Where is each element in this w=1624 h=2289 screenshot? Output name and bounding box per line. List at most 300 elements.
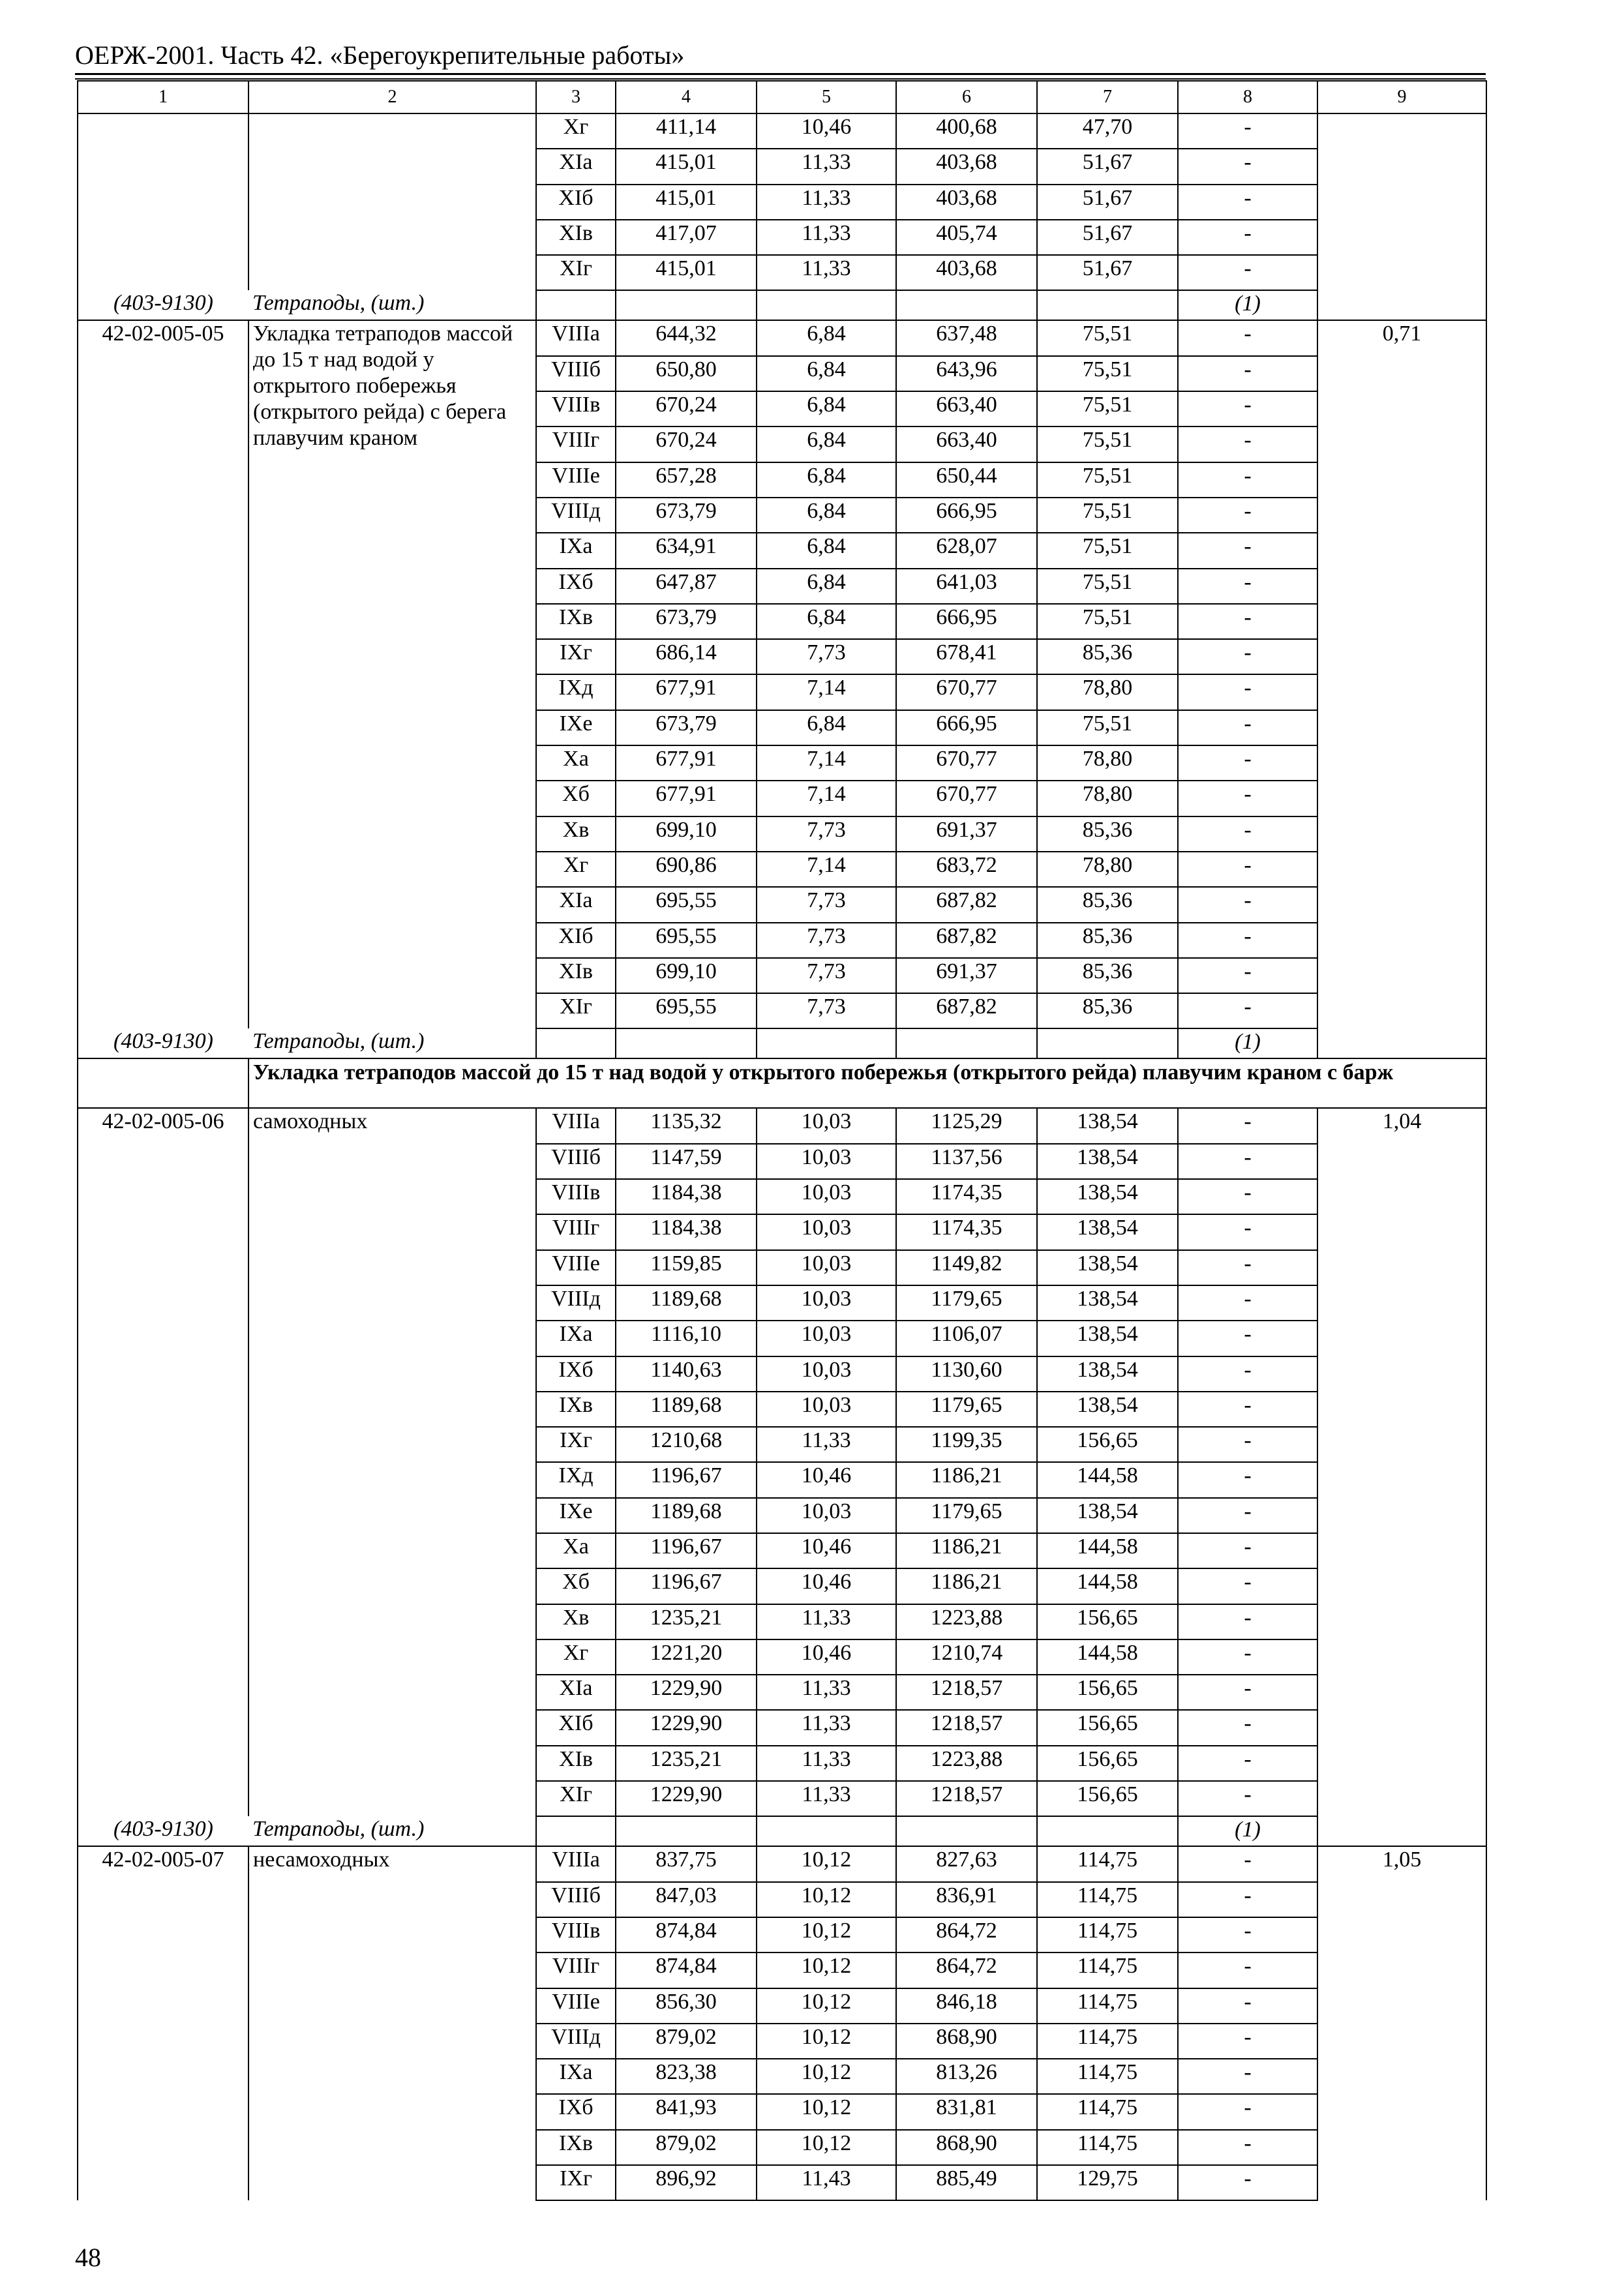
machine-cost: 1174,35 <box>896 1179 1037 1214</box>
materials: - <box>1178 1427 1317 1462</box>
direct-cost: 695,55 <box>616 923 757 958</box>
materials: - <box>1178 1781 1317 1816</box>
empty-cell <box>616 290 757 320</box>
driver-wages: 75,51 <box>1037 710 1178 745</box>
driver-wages: 156,65 <box>1037 1781 1178 1816</box>
driver-wages: 75,51 <box>1037 391 1178 426</box>
machine-cost: 405,74 <box>896 220 1037 255</box>
direct-cost: 1184,38 <box>616 1179 757 1214</box>
rate-code: 42-02-005-07 <box>78 1846 248 2200</box>
driver-wages: 138,54 <box>1037 1144 1178 1179</box>
work-description: самоходных <box>248 1108 536 1816</box>
materials: - <box>1178 639 1317 674</box>
machine-cost: 691,37 <box>896 958 1037 993</box>
soil-group: VIIIд <box>536 1285 616 1321</box>
machine-cost: 670,77 <box>896 674 1037 710</box>
materials: - <box>1178 1356 1317 1392</box>
machine-cost: 637,48 <box>896 320 1037 355</box>
machine-cost: 836,91 <box>896 1882 1037 1917</box>
page-header: ОЕРЖ-2001. Часть 42. «Берегоукрепительные работы» <box>75 40 685 70</box>
soil-group: IХа <box>536 2059 616 2094</box>
machine-cost: 666,95 <box>896 604 1037 639</box>
wages: 10,12 <box>757 2059 896 2094</box>
column-number: 3 <box>536 81 616 113</box>
direct-cost: 677,91 <box>616 745 757 781</box>
soil-group: ХIг <box>536 255 616 290</box>
resource-name: Тетраподы, (шт.) <box>248 1816 536 1846</box>
materials: - <box>1178 923 1317 958</box>
soil-group: IХд <box>536 674 616 710</box>
wages: 7,73 <box>757 923 896 958</box>
materials: - <box>1178 1214 1317 1249</box>
soil-group: VIIIб <box>536 356 616 391</box>
materials: - <box>1178 2094 1317 2129</box>
machine-cost: 831,81 <box>896 2094 1037 2129</box>
wages: 10,03 <box>757 1498 896 1533</box>
column-number: 8 <box>1178 81 1317 113</box>
wages: 11,33 <box>757 255 896 290</box>
machine-cost: 663,40 <box>896 391 1037 426</box>
direct-cost: 673,79 <box>616 710 757 745</box>
materials: - <box>1178 1882 1317 1917</box>
empty-cell <box>1037 1028 1178 1058</box>
soil-group: IХг <box>536 1427 616 1462</box>
direct-cost: 1229,90 <box>616 1781 757 1816</box>
soil-group: VIIIг <box>536 426 616 462</box>
table-body <box>78 81 1486 2200</box>
materials: - <box>1178 320 1317 355</box>
header-rule <box>75 73 1486 75</box>
machine-cost: 1186,21 <box>896 1462 1037 1497</box>
empty-cell <box>616 1028 757 1058</box>
machine-cost: 1137,56 <box>896 1144 1037 1179</box>
direct-cost: 673,79 <box>616 604 757 639</box>
driver-wages: 144,58 <box>1037 1533 1178 1568</box>
driver-wages: 138,54 <box>1037 1179 1178 1214</box>
soil-group: IХб <box>536 2094 616 2129</box>
direct-cost: 644,32 <box>616 320 757 355</box>
direct-cost: 1116,10 <box>616 1321 757 1356</box>
direct-cost: 1135,32 <box>616 1108 757 1143</box>
wages: 10,03 <box>757 1108 896 1143</box>
machine-cost: 641,03 <box>896 569 1037 604</box>
machine-cost: 403,68 <box>896 255 1037 290</box>
driver-wages: 144,58 <box>1037 1639 1178 1675</box>
materials: - <box>1178 1639 1317 1675</box>
machine-cost: 663,40 <box>896 426 1037 462</box>
direct-cost: 415,01 <box>616 255 757 290</box>
wages: 10,12 <box>757 2024 896 2059</box>
materials: - <box>1178 462 1317 498</box>
machine-cost: 1210,74 <box>896 1639 1037 1675</box>
direct-cost: 634,91 <box>616 533 757 568</box>
empty-cell <box>1317 1028 1486 1058</box>
soil-group: VIIIа <box>536 1108 616 1143</box>
materials: - <box>1178 1392 1317 1427</box>
soil-group: VIIIе <box>536 1250 616 1285</box>
driver-wages: 51,67 <box>1037 220 1178 255</box>
materials: - <box>1178 674 1317 710</box>
table-row <box>78 1846 1486 1881</box>
materials: - <box>1178 498 1317 533</box>
materials: - <box>1178 533 1317 568</box>
direct-cost: 1235,21 <box>616 1604 757 1639</box>
soil-group: IХг <box>536 639 616 674</box>
materials: - <box>1178 1462 1317 1497</box>
machine-cost: 1125,29 <box>896 1108 1037 1143</box>
soil-group: Хв <box>536 816 616 852</box>
direct-cost: 1221,20 <box>616 1639 757 1675</box>
machine-cost: 643,96 <box>896 356 1037 391</box>
work-description: Укладка тетраподов массой до 15 т над водой у открытого побережья (открытого рейда) с берега плавучим краном <box>248 320 536 1028</box>
driver-wages: 114,75 <box>1037 1917 1178 1952</box>
soil-group: VIIIд <box>536 2024 616 2059</box>
wages: 10,46 <box>757 1639 896 1675</box>
materials: - <box>1178 1108 1317 1143</box>
wages: 10,12 <box>757 1917 896 1952</box>
wages: 7,73 <box>757 639 896 674</box>
wages: 10,03 <box>757 1321 896 1356</box>
soil-group: ХIа <box>536 149 616 184</box>
machine-cost: 827,63 <box>896 1846 1037 1881</box>
driver-wages: 138,54 <box>1037 1356 1178 1392</box>
driver-wages: 138,54 <box>1037 1321 1178 1356</box>
wages: 10,03 <box>757 1392 896 1427</box>
soil-group: ХIа <box>536 1675 616 1710</box>
materials: - <box>1178 255 1317 290</box>
resource-qty: (1) <box>1178 1816 1317 1846</box>
driver-wages: 75,51 <box>1037 462 1178 498</box>
machine-cost: 864,72 <box>896 1917 1037 1952</box>
materials: - <box>1178 1917 1317 1952</box>
machine-cost: 885,49 <box>896 2165 1037 2200</box>
wages: 7,14 <box>757 852 896 887</box>
materials: - <box>1178 426 1317 462</box>
driver-wages: 138,54 <box>1037 1392 1178 1427</box>
wages: 7,73 <box>757 993 896 1028</box>
materials: - <box>1178 887 1317 922</box>
direct-cost: 673,79 <box>616 498 757 533</box>
wages: 11,33 <box>757 220 896 255</box>
materials: - <box>1178 1250 1317 1285</box>
rate-code: 42-02-005-06 <box>78 1108 248 1816</box>
empty-cell <box>1317 1816 1486 1846</box>
soil-group: VIIIа <box>536 320 616 355</box>
machine-cost: 1186,21 <box>896 1568 1037 1604</box>
machine-cost: 666,95 <box>896 710 1037 745</box>
machine-cost: 1179,65 <box>896 1392 1037 1427</box>
materials: - <box>1178 1846 1317 1881</box>
wages: 10,46 <box>757 113 896 149</box>
direct-cost: 1229,90 <box>616 1675 757 1710</box>
soil-group: Ха <box>536 745 616 781</box>
section-row <box>78 1058 1486 1108</box>
resource-row <box>78 1028 1486 1058</box>
rate-code: 42-02-005-05 <box>78 320 248 1028</box>
materials: - <box>1178 1144 1317 1179</box>
machine-cost: 683,72 <box>896 852 1037 887</box>
soil-group: IХд <box>536 1462 616 1497</box>
driver-wages: 85,36 <box>1037 993 1178 1028</box>
driver-wages: 114,75 <box>1037 1988 1178 2024</box>
wages: 10,12 <box>757 1882 896 1917</box>
wages: 10,12 <box>757 2130 896 2165</box>
wages: 10,03 <box>757 1250 896 1285</box>
column-number: 7 <box>1037 81 1178 113</box>
wages: 11,33 <box>757 185 896 220</box>
driver-wages: 129,75 <box>1037 2165 1178 2200</box>
soil-group: Хг <box>536 113 616 149</box>
machine-cost: 628,07 <box>896 533 1037 568</box>
soil-group: VIIIе <box>536 1988 616 2024</box>
soil-group: ХIв <box>536 220 616 255</box>
soil-group: IХв <box>536 604 616 639</box>
machine-cost: 403,68 <box>896 185 1037 220</box>
resource-name: Тетраподы, (шт.) <box>248 290 536 320</box>
wages: 7,14 <box>757 674 896 710</box>
soil-group: ХIб <box>536 185 616 220</box>
soil-group: Хг <box>536 1639 616 1675</box>
machine-cost: 687,82 <box>896 887 1037 922</box>
soil-group: IХе <box>536 1498 616 1533</box>
machine-cost: 666,95 <box>896 498 1037 533</box>
machine-cost: 1179,65 <box>896 1498 1037 1533</box>
direct-cost: 647,87 <box>616 569 757 604</box>
direct-cost: 1196,67 <box>616 1533 757 1568</box>
soil-group: VIIIб <box>536 1144 616 1179</box>
soil-group: IХг <box>536 2165 616 2200</box>
materials: - <box>1178 220 1317 255</box>
direct-cost: 896,92 <box>616 2165 757 2200</box>
driver-wages: 78,80 <box>1037 745 1178 781</box>
empty-cell <box>536 1816 616 1846</box>
wages: 6,84 <box>757 710 896 745</box>
soil-group: VIIIе <box>536 462 616 498</box>
direct-cost: 417,07 <box>616 220 757 255</box>
machine-cost: 1106,07 <box>896 1321 1037 1356</box>
wages: 10,12 <box>757 1846 896 1881</box>
empty-cell <box>896 1816 1037 1846</box>
materials: - <box>1178 2059 1317 2094</box>
column-number: 6 <box>896 81 1037 113</box>
soil-group: VIIIа <box>536 1846 616 1881</box>
driver-wages: 156,65 <box>1037 1746 1178 1781</box>
wages: 7,73 <box>757 958 896 993</box>
wages: 10,03 <box>757 1356 896 1392</box>
machine-cost: 670,77 <box>896 745 1037 781</box>
header-rule <box>75 78 1486 80</box>
soil-group: IХв <box>536 1392 616 1427</box>
materials: - <box>1178 1179 1317 1214</box>
soil-group: ХIв <box>536 958 616 993</box>
direct-cost: 841,93 <box>616 2094 757 2129</box>
wages: 10,03 <box>757 1285 896 1321</box>
driver-wages: 78,80 <box>1037 781 1178 816</box>
resource-qty: (1) <box>1178 1028 1317 1058</box>
machine-cost: 1179,65 <box>896 1285 1037 1321</box>
column-number: 1 <box>78 81 248 113</box>
machine-cost: 1130,60 <box>896 1356 1037 1392</box>
work-description <box>248 113 536 290</box>
wages: 10,46 <box>757 1462 896 1497</box>
machine-cost: 687,82 <box>896 993 1037 1028</box>
wages: 6,84 <box>757 498 896 533</box>
wages: 10,12 <box>757 1952 896 1988</box>
driver-wages: 144,58 <box>1037 1462 1178 1497</box>
materials: - <box>1178 816 1317 852</box>
machine-cost: 868,90 <box>896 2024 1037 2059</box>
section-title: Укладка тетраподов массой до 15 т над водой у открытого побережья (открытого рейда) плавучим краном с барж <box>248 1058 1486 1108</box>
resource-code: (403-9130) <box>78 290 248 320</box>
direct-cost: 650,80 <box>616 356 757 391</box>
direct-cost: 1229,90 <box>616 1710 757 1745</box>
resource-row <box>78 290 1486 320</box>
wages: 7,14 <box>757 781 896 816</box>
soil-group: Хв <box>536 1604 616 1639</box>
labor-cost: 1,05 <box>1317 1846 1486 2200</box>
materials: - <box>1178 113 1317 149</box>
materials: - <box>1178 2130 1317 2165</box>
table-row <box>78 1108 1486 1143</box>
direct-cost: 879,02 <box>616 2024 757 2059</box>
direct-cost: 1147,59 <box>616 1144 757 1179</box>
driver-wages: 156,65 <box>1037 1675 1178 1710</box>
wages: 6,84 <box>757 426 896 462</box>
wages: 10,46 <box>757 1568 896 1604</box>
empty-cell <box>616 1816 757 1846</box>
materials: - <box>1178 1285 1317 1321</box>
wages: 6,84 <box>757 604 896 639</box>
direct-cost: 699,10 <box>616 816 757 852</box>
wages: 11,33 <box>757 1604 896 1639</box>
direct-cost: 415,01 <box>616 185 757 220</box>
driver-wages: 138,54 <box>1037 1285 1178 1321</box>
driver-wages: 85,36 <box>1037 958 1178 993</box>
direct-cost: 695,55 <box>616 993 757 1028</box>
soil-group: IХв <box>536 2130 616 2165</box>
table-row <box>78 113 1486 149</box>
resource-row <box>78 1816 1486 1846</box>
materials: - <box>1178 1675 1317 1710</box>
materials: - <box>1178 2024 1317 2059</box>
driver-wages: 156,65 <box>1037 1710 1178 1745</box>
materials: - <box>1178 1498 1317 1533</box>
wages: 6,84 <box>757 320 896 355</box>
labor-cost: 0,71 <box>1317 320 1486 1028</box>
materials: - <box>1178 1952 1317 1988</box>
soil-group: VIIIв <box>536 391 616 426</box>
materials: - <box>1178 604 1317 639</box>
materials: - <box>1178 391 1317 426</box>
driver-wages: 114,75 <box>1037 1952 1178 1988</box>
direct-cost: 847,03 <box>616 1882 757 1917</box>
machine-cost: 1218,57 <box>896 1781 1037 1816</box>
empty-cell <box>1037 1816 1178 1846</box>
machine-cost: 403,68 <box>896 149 1037 184</box>
soil-group: IХе <box>536 710 616 745</box>
direct-cost: 874,84 <box>616 1952 757 1988</box>
labor-cost <box>1317 113 1486 290</box>
column-number: 9 <box>1317 81 1486 113</box>
machine-cost: 400,68 <box>896 113 1037 149</box>
machine-cost: 687,82 <box>896 923 1037 958</box>
direct-cost: 1196,67 <box>616 1462 757 1497</box>
direct-cost: 695,55 <box>616 887 757 922</box>
driver-wages: 114,75 <box>1037 2059 1178 2094</box>
machine-cost: 650,44 <box>896 462 1037 498</box>
resource-name: Тетраподы, (шт.) <box>248 1028 536 1058</box>
materials: - <box>1178 1533 1317 1568</box>
machine-cost: 1223,88 <box>896 1604 1037 1639</box>
driver-wages: 114,75 <box>1037 2130 1178 2165</box>
direct-cost: 1196,67 <box>616 1568 757 1604</box>
direct-cost: 677,91 <box>616 781 757 816</box>
wages: 11,33 <box>757 1710 896 1745</box>
machine-cost: 846,18 <box>896 1988 1037 2024</box>
work-description: несамоходных <box>248 1846 536 2200</box>
column-number: 5 <box>757 81 896 113</box>
machine-cost: 691,37 <box>896 816 1037 852</box>
wages: 7,73 <box>757 887 896 922</box>
driver-wages: 75,51 <box>1037 498 1178 533</box>
soil-group: VIIIд <box>536 498 616 533</box>
driver-wages: 138,54 <box>1037 1108 1178 1143</box>
materials: - <box>1178 852 1317 887</box>
materials: - <box>1178 2165 1317 2200</box>
wages: 11,33 <box>757 1675 896 1710</box>
driver-wages: 51,67 <box>1037 185 1178 220</box>
direct-cost: 670,24 <box>616 391 757 426</box>
driver-wages: 114,75 <box>1037 2024 1178 2059</box>
direct-cost: 1159,85 <box>616 1250 757 1285</box>
wages: 11,33 <box>757 1781 896 1816</box>
soil-group: ХIг <box>536 993 616 1028</box>
direct-cost: 1184,38 <box>616 1214 757 1249</box>
rate-code <box>78 113 248 290</box>
soil-group: IХб <box>536 569 616 604</box>
driver-wages: 75,51 <box>1037 533 1178 568</box>
resource-qty: (1) <box>1178 290 1317 320</box>
materials: - <box>1178 1988 1317 2024</box>
empty-cell <box>536 1028 616 1058</box>
empty-cell <box>896 290 1037 320</box>
driver-wages: 114,75 <box>1037 1882 1178 1917</box>
materials: - <box>1178 569 1317 604</box>
wages: 7,14 <box>757 745 896 781</box>
machine-cost: 1149,82 <box>896 1250 1037 1285</box>
rates-table <box>77 80 1487 2201</box>
machine-cost: 868,90 <box>896 2130 1037 2165</box>
machine-cost: 864,72 <box>896 1952 1037 1988</box>
direct-cost: 1140,63 <box>616 1356 757 1392</box>
column-number: 2 <box>248 81 536 113</box>
driver-wages: 114,75 <box>1037 2094 1178 2129</box>
empty-cell <box>536 290 616 320</box>
soil-group: IХа <box>536 1321 616 1356</box>
empty-cell <box>757 1816 896 1846</box>
direct-cost: 1189,68 <box>616 1392 757 1427</box>
driver-wages: 156,65 <box>1037 1427 1178 1462</box>
driver-wages: 75,51 <box>1037 604 1178 639</box>
direct-cost: 856,30 <box>616 1988 757 2024</box>
wages: 7,73 <box>757 816 896 852</box>
direct-cost: 879,02 <box>616 2130 757 2165</box>
empty-cell <box>757 1028 896 1058</box>
driver-wages: 75,51 <box>1037 320 1178 355</box>
direct-cost: 1210,68 <box>616 1427 757 1462</box>
driver-wages: 75,51 <box>1037 569 1178 604</box>
direct-cost: 657,28 <box>616 462 757 498</box>
